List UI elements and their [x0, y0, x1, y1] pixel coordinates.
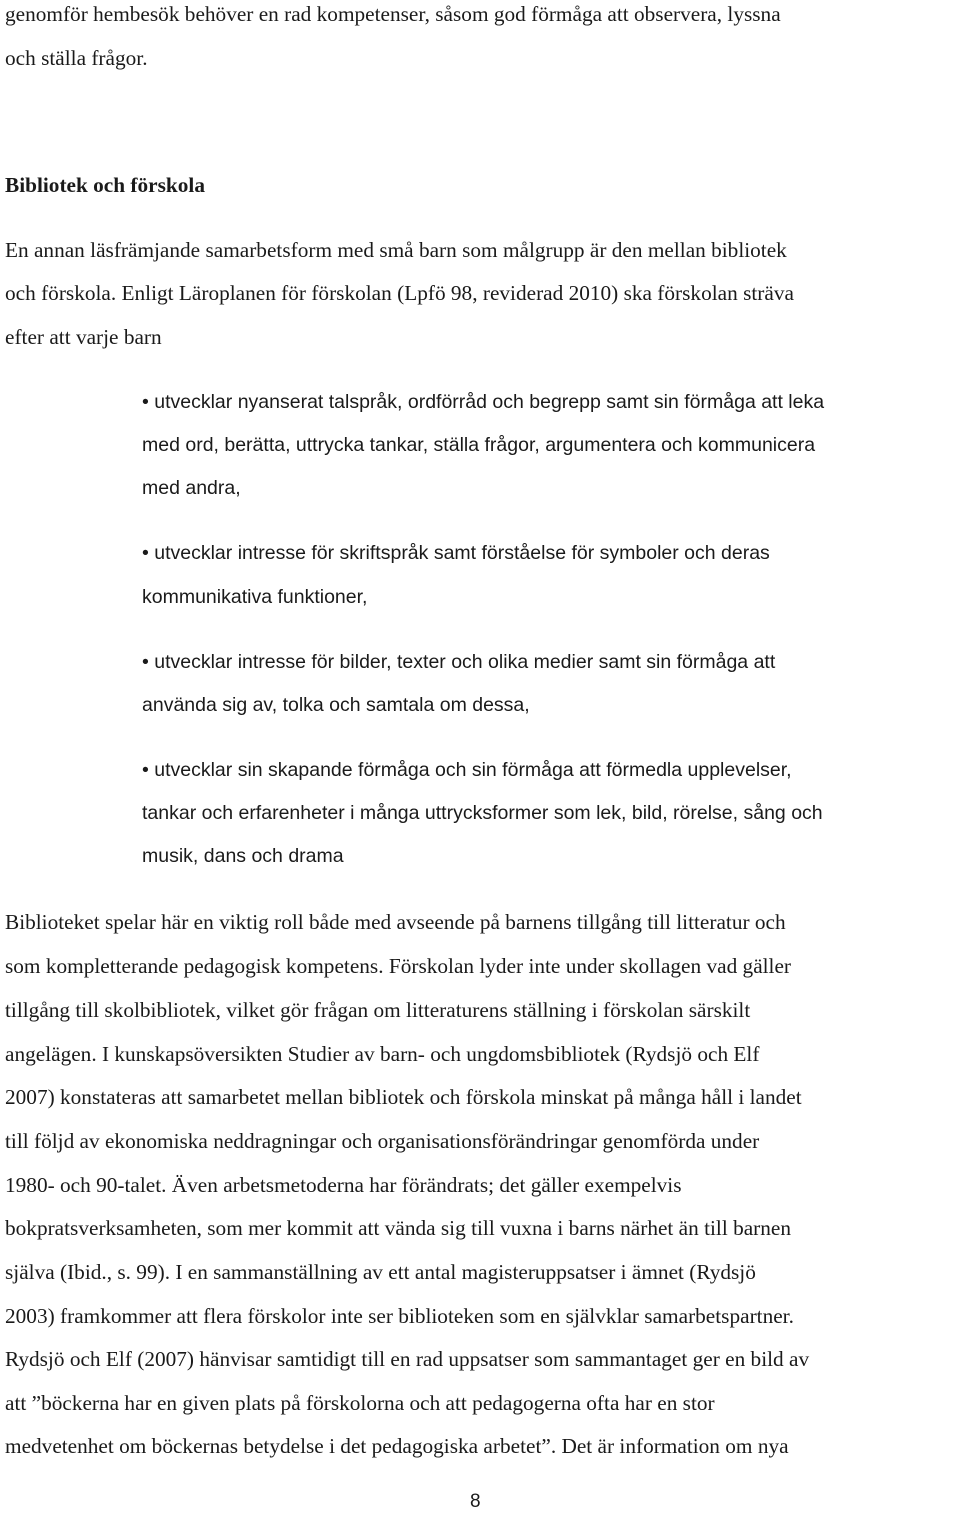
paragraph-line: 2007) konstateras att samarbetet mellan bibliotek och förskola minskat på många håll i landet: [5, 1085, 802, 1109]
bullet-item-line: • utvecklar intresse för skriftspråk samt förståelse för symboler och deras: [142, 542, 770, 564]
paragraph-line: till följd av ekonomiska neddragningar och organisationsförändringar genomförda under: [5, 1129, 760, 1153]
bullet-item-line: använda sig av, tolka och samtala om dessa,: [142, 694, 530, 716]
paragraph-line: Biblioteket spelar här en viktig roll både med avseende på barnens tillgång till litteratur och: [5, 910, 786, 934]
paragraph-line: angelägen. I kunskapsöversikten Studier av barn- och ungdomsbibliotek (Rydsjö och Elf: [5, 1042, 760, 1066]
paragraph-line: bokpratsverksamheten, som mer kommit att vända sig till vuxna i barns närhet än till barnen: [5, 1216, 792, 1240]
paragraph-line: 2003) framkommer att flera förskolor inte ser biblioteken som en självklar samarbetspartner.: [5, 1304, 794, 1328]
paragraph-line: medvetenhet om böckernas betydelse i det pedagogiska arbetet”. Det är information om nya: [5, 1434, 789, 1458]
bullet-item-line: • utvecklar nyanserat talspråk, ordförråd och begrepp samt sin förmåga att leka: [142, 391, 825, 413]
page-number: 8: [470, 1491, 481, 1512]
bullet-item-line: tankar och erfarenheter i många uttrycksformer som lek, bild, rörelse, sång och: [142, 802, 823, 824]
intro-line-2: och ställa frågor.: [5, 46, 148, 70]
paragraph-line: efter att varje barn: [5, 325, 162, 349]
paragraph-line: själva (Ibid., s. 99). I en sammanställning av ett antal magisteruppsatser i ämnet (Rydsjö: [5, 1260, 756, 1284]
paragraph-line: En annan läsfrämjande samarbetsform med små barn som målgrupp är den mellan bibliotek: [5, 238, 787, 262]
paragraph-line: 1980- och 90-talet. Även arbetsmetoderna har förändrats; det gäller exempelvis: [5, 1173, 682, 1197]
paragraph-line: som kompletterande pedagogisk kompetens. Förskolan lyder inte under skollagen vad gäller: [5, 954, 792, 978]
bullet-item-line: kommunikativa funktioner,: [142, 586, 368, 608]
bullet-item-line: med ord, berätta, uttrycka tankar, ställa frågor, argumentera och kommunicera: [142, 434, 816, 456]
bullet-item-line: • utvecklar intresse för bilder, texter och olika medier samt sin förmåga att: [142, 651, 776, 673]
bullet-item-line: • utvecklar sin skapande förmåga och sin förmåga att förmedla upplevelser,: [142, 759, 792, 781]
paragraph-line: Rydsjö och Elf (2007) hänvisar samtidigt till en rad uppsatser som sammantaget ger en bild av: [5, 1347, 810, 1371]
bullet-item-line: musik, dans och drama: [142, 845, 344, 867]
intro-line-1: genomför hembesök behöver en rad kompetenser, såsom god förmåga att observera, lyssna: [5, 2, 781, 26]
section-heading: Bibliotek och förskola: [5, 173, 205, 197]
bullet-item-line: med andra,: [142, 477, 241, 499]
paragraph-line: och förskola. Enligt Läroplanen för förskolan (Lpfö 98, reviderad 2010) ska förskolan sträva: [5, 281, 794, 305]
paragraph-line: att ”böckerna har en given plats på förskolorna och att pedagogerna ofta har en stor: [5, 1391, 715, 1415]
paragraph-line: tillgång till skolbibliotek, vilket gör frågan om litteraturens ställning i förskolan särskilt: [5, 998, 751, 1022]
